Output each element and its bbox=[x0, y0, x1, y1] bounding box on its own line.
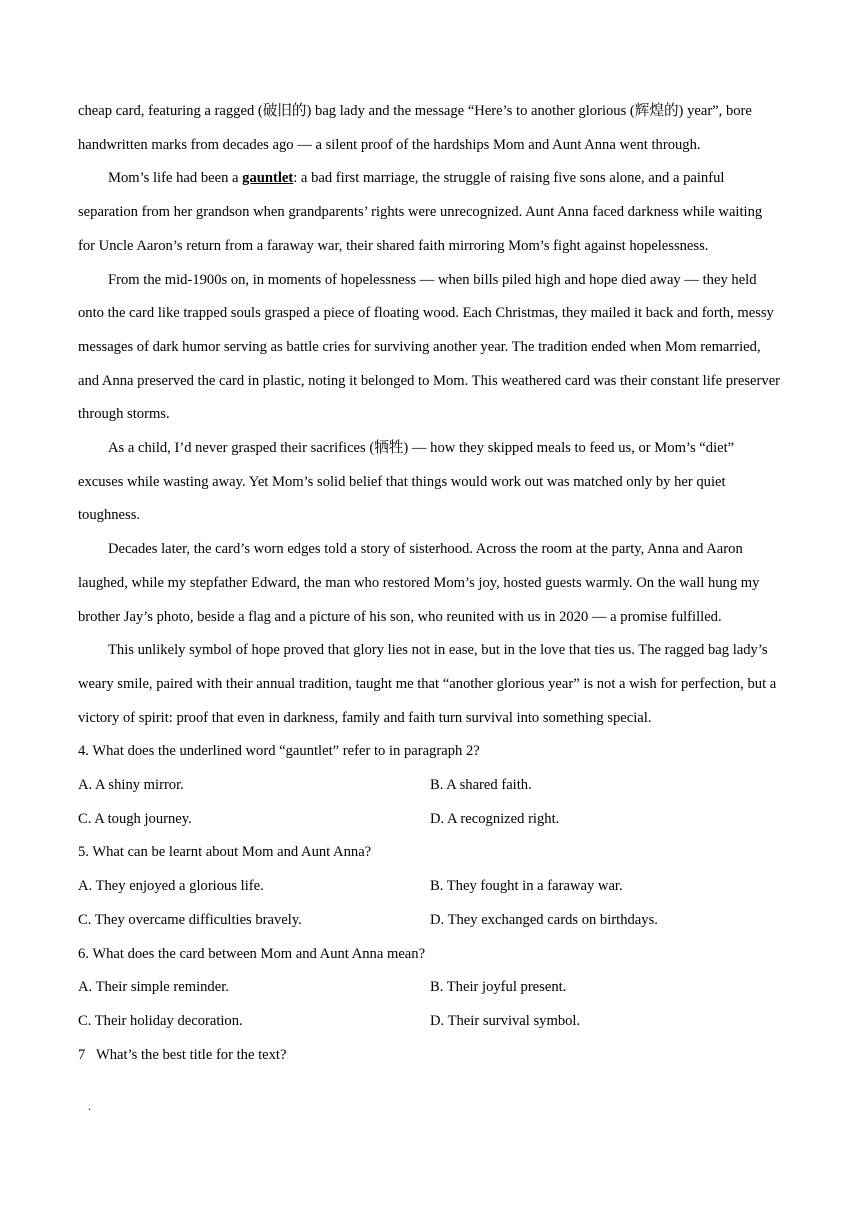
question-7-stem: 7 What’s the best title for the text? bbox=[78, 1046, 287, 1063]
question-5-options-row-2 bbox=[78, 904, 782, 938]
question-5-option-b: B. They fought in a faraway war. bbox=[430, 878, 623, 895]
question-6-option-d: D. Their survival symbol. bbox=[430, 1012, 581, 1029]
passage-paragraph-3: From the mid-1900s on, in moments of hopelessness — when bills piled high and hope died away — they held onto the card like trapped souls grasped a piece of floating wood. Each Christmas, they mailed it back and forth, messy messages of dark humor serving as battle cries for surviving another year. The tradition ended when Mom remarried, and Anna preserved the card in plastic, noting it belonged to Mom. This weathered card was their constant life preserver through storms. bbox=[78, 271, 781, 423]
question-5-options-row-1 bbox=[78, 870, 782, 904]
question-4-options-row-1 bbox=[78, 769, 782, 803]
question-4-option-b: B. A shared faith. bbox=[430, 777, 532, 794]
question-6-option-c: C. Their holiday decoration. bbox=[78, 1012, 243, 1029]
question-6-options-row-1 bbox=[78, 971, 782, 1005]
question-5-option-d: D. They exchanged cards on birthdays. bbox=[430, 911, 658, 928]
paragraph-2-lead: Mom’s life had been a bbox=[108, 170, 243, 187]
paragraph-2-rest: : a bad first marriage, the struggle of raising five sons alone, and a painful separation from her grandson when grandparents’ rights were unrecognized. Aunt Anna faced darkness while waiting for Uncle Aaron’s return from a faraway war, their shared faith mirroring Mom’s fight against hopelessness. bbox=[78, 170, 763, 254]
question-4-stem: 4. What does the underlined word “gauntlet” refer to in paragraph 2? bbox=[78, 743, 480, 760]
underlined-word-gauntlet: gauntlet bbox=[242, 170, 294, 187]
question-6-option-a: A. Their simple reminder. bbox=[78, 979, 229, 996]
question-6-options-row-2 bbox=[78, 1005, 782, 1039]
question-5-stem: 5. What can be learnt about Mom and Aunt Anna? bbox=[78, 844, 372, 861]
question-4-option-a: A. A shiny mirror. bbox=[78, 777, 184, 794]
question-4-option-d: D. A recognized right. bbox=[430, 810, 560, 827]
passage-paragraph-2 bbox=[78, 162, 782, 263]
passage-paragraph-1: cheap card, featuring a ragged (破旧的) bag lady and the message “Here’s to another glorious (辉煌的) year”, bore handwritten marks from decades ago — a silent proof of the hardships Mom and Aunt Anna went through. bbox=[78, 103, 752, 153]
question-6-stem: 6. What does the card between Mom and Aunt Anna mean? bbox=[78, 945, 426, 962]
passage-paragraph-4: As a child, I’d never grasped their sacrifices (牺牲) — how they skipped meals to feed us, or Mom’s “diet” excuses while wasting away. Yet Mom’s solid belief that things would work out was matched only by her quiet toughness. bbox=[78, 440, 735, 524]
question-6-option-b: B. Their joyful present. bbox=[430, 979, 567, 996]
question-5-option-c: C. They overcame difficulties bravely. bbox=[78, 911, 302, 928]
footer-dot-mark: . bbox=[88, 1099, 91, 1113]
passage-paragraph-6: This unlikely symbol of hope proved that glory lies not in ease, but in the love that ties us. The ragged bag lady’s weary smile, paired with their annual tradition, taught me that “another glorious year” is not a wish for perfection, but a victory of spirit: proof that even in darkness, family and faith turn survival into something special. bbox=[78, 642, 777, 726]
question-4-options-row-2 bbox=[78, 803, 782, 837]
document-body bbox=[78, 95, 782, 1072]
passage-paragraph-5: Decades later, the card’s worn edges told a story of sisterhood. Across the room at the party, Anna and Aaron laughed, while my stepfather Edward, the man who restored Mom’s joy, hosted guests warmly. On the wall hung my brother Jay’s photo, beside a flag and a picture of his son, who reunited with us in 2020 — a promise fulfilled. bbox=[78, 541, 760, 625]
question-5-option-a: A. They enjoyed a glorious life. bbox=[78, 878, 264, 895]
question-4-option-c: C. A tough journey. bbox=[78, 810, 192, 827]
